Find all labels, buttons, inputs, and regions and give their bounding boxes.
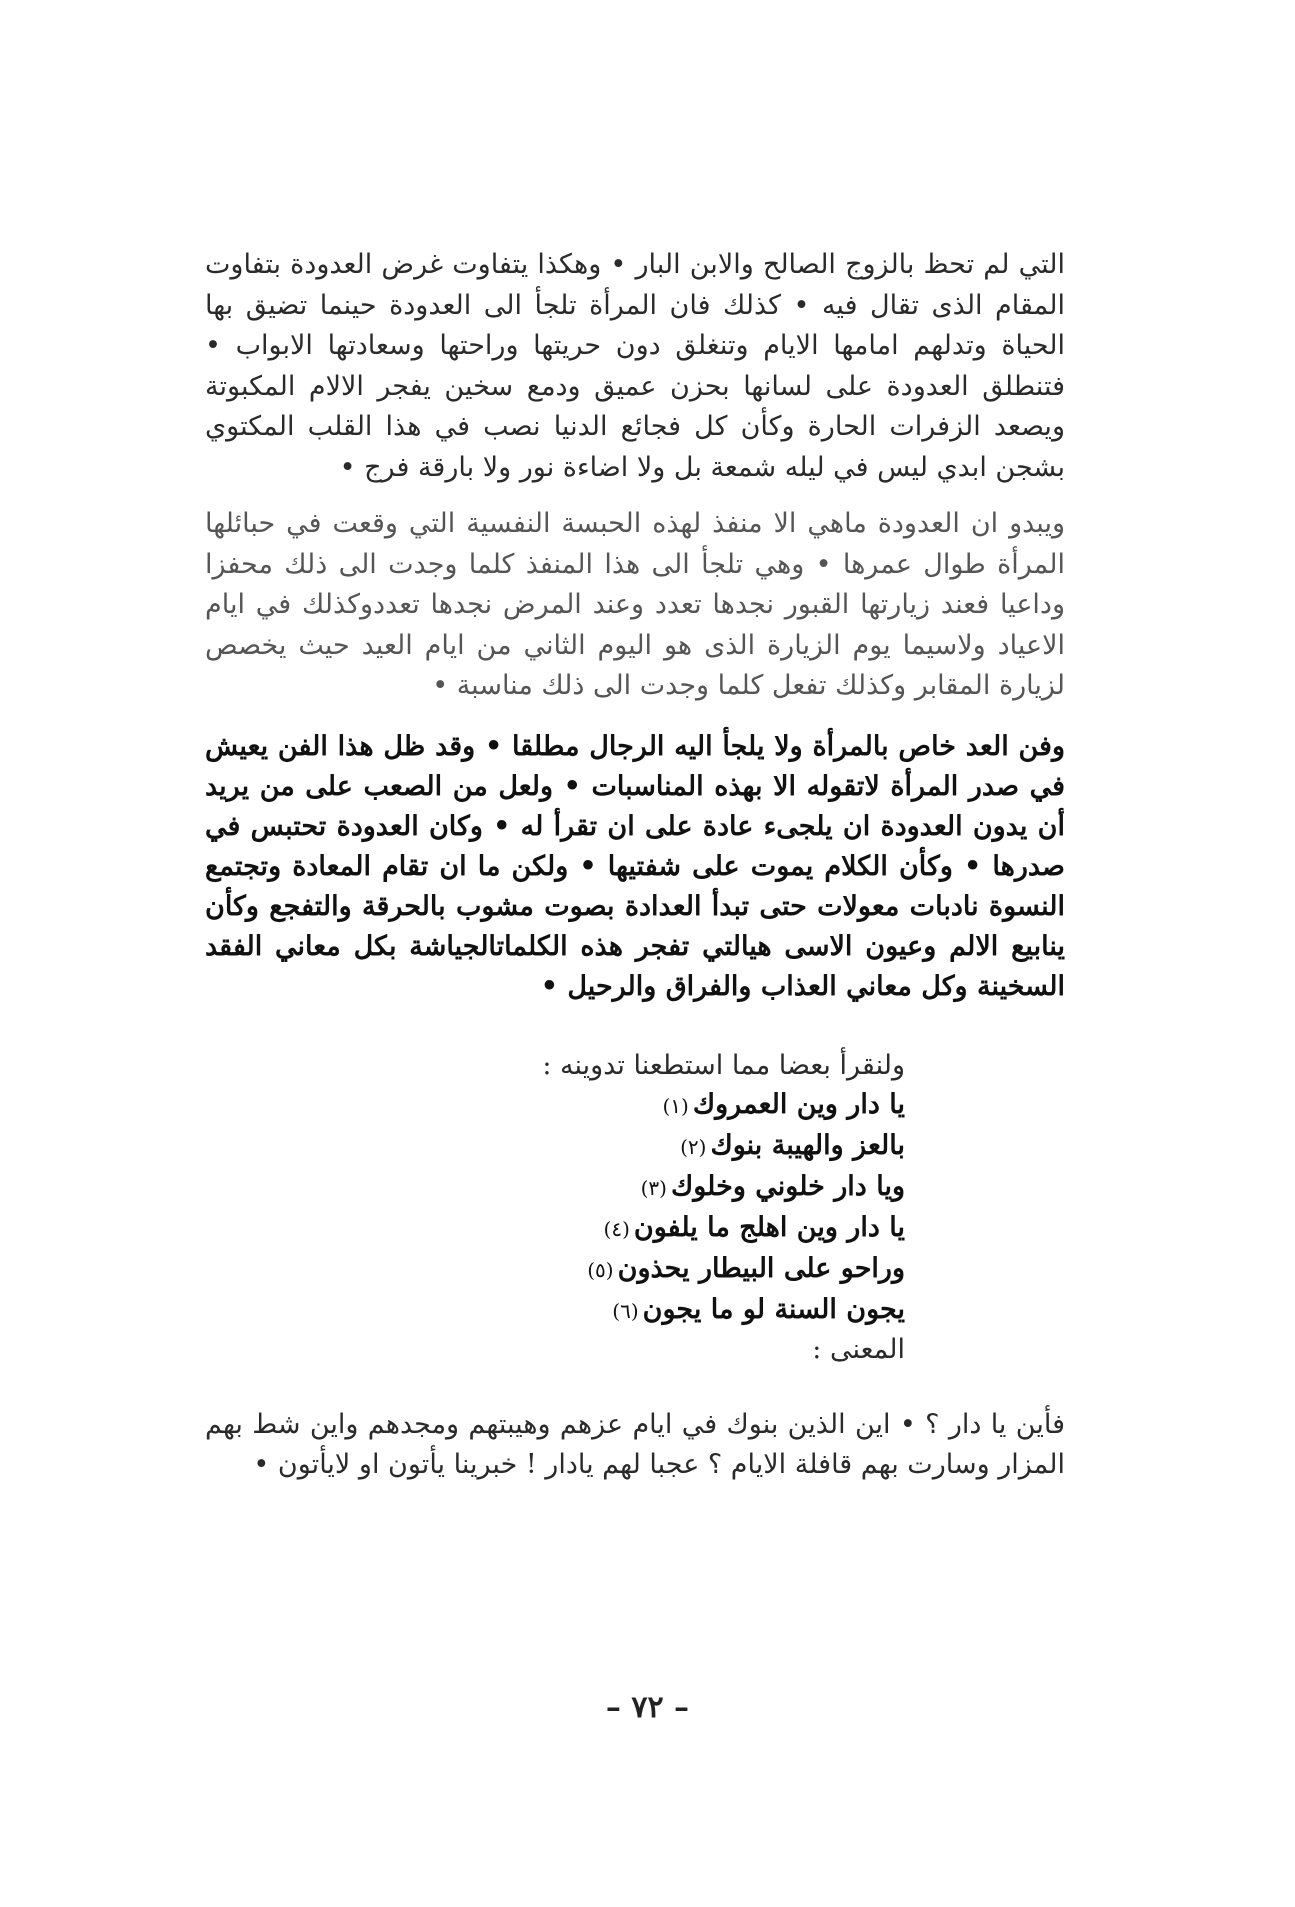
footnote-ref: (٣) — [640, 1175, 667, 1200]
verse-text: وراحو على البيطار يحذون — [617, 1252, 905, 1284]
page-body — [205, 245, 1065, 1485]
verse-line — [205, 1085, 905, 1126]
footnote-ref: (١) — [662, 1093, 689, 1118]
verse-line — [205, 1290, 905, 1331]
meaning-label: المعنى : — [812, 1333, 905, 1365]
closing-paragraph: فأين يا دار ؟ • اين الذين بنوك في ايام عزهم وهيبتهم ومجدهم واين شط بهم المزار وسارت بهم قافلة الايام ؟ عجبا لهم يادار ! خبرينا يأتون او لايأتون • — [205, 1408, 1065, 1480]
paragraph-1: التي لم تحظ بالزوج الصالح والابن البار • وهكذا يتفاوت غرض العدودة بتفاوت المقام الذى تقال فيه • كذلك فان المرأة تلجأ الى العدودة حينما تضيق بها الحياة وتدلهم امامها الايام وتنغلق دون حريتها وراحتها وسعادتها الابواب • فتنطلق العدودة على لسانها بحزن عميق ودمع سخين يفجر الالام المكبوتة ويصعد الزفرات الحارة وكأن كل فجائع الدنيا نصب في هذا القلب المكتوي بشجن ابدي ليس في ليله شمعة بل ولا اضاءة نور ولا بارقة فرج • — [205, 249, 1065, 483]
poem-intro: ولنقرأ بعضا مما استطعنا تدوينه : — [542, 1049, 905, 1081]
footnote-ref: (٦) — [612, 1298, 639, 1323]
verse-line — [205, 1249, 905, 1290]
poem-block — [205, 1047, 905, 1369]
page-number: – ٧٢ – — [605, 1690, 690, 1725]
verse-text: يا دار وين اهلج ما يلفون — [633, 1211, 905, 1243]
footnote-ref: (٤) — [603, 1216, 630, 1241]
verse-text: بالعز والهيبة بنوك — [710, 1129, 905, 1161]
verse-line — [205, 1167, 905, 1208]
verse-line — [205, 1126, 905, 1167]
paragraph-2: ويبدو ان العدودة ماهي الا منفذ لهذه الحبسة النفسية التي وقعت في حبائلها المرأة طوال عمرها • وهي تلجأ الى هذا المنفذ كلما وجدت الى ذلك محفزا وداعيا فعند زيارتها القبور نجدها تعدد وعند المرض نجدها تعددوكذلك في ايام الاعياد ولاسيما يوم الزيارة الذى هو اليوم الثاني من ايام العيد حيث يخصص لزيارة المقابر وكذلك تفعل كلما وجدت الى ذلك مناسبة • — [205, 508, 1065, 701]
paragraph-3: وفن العد خاص بالمرأة ولا يلجأ اليه الرجال مطلقا • وقد ظل هذا الفن يعيش في صدر المرأة لاتقوله الا بهذه المناسبات • ولعل من الصعب على من يريد أن يدون العدودة ان يلجىء عادة على ان تقرأ له • وكان العدودة تحتبس في صدرها • وكأن الكلام يموت على شفتيها • ولكن ما ان تقام المعادة وتجتمع النسوة نادبات معولات حتى تبدأ العدادة بصوت مشوب بالحرقة والتفجع وكأن ينابيع الالم وعيون الاسى هيالتي تفجر هذه الكلماتالجياشة بكل معاني الفقد السخينة وكل معاني العذاب والفراق والرحيل • — [205, 730, 1065, 1002]
verse-text: ويا دار خلوني وخلوك — [670, 1170, 905, 1202]
footnote-ref: (٥) — [587, 1257, 614, 1282]
verse-line — [205, 1208, 905, 1249]
verse-text: يا دار وين العمروك — [692, 1088, 905, 1120]
verse-text: يجون السنة لو ما يجون — [642, 1293, 905, 1325]
footnote-ref: (٢) — [680, 1134, 707, 1159]
